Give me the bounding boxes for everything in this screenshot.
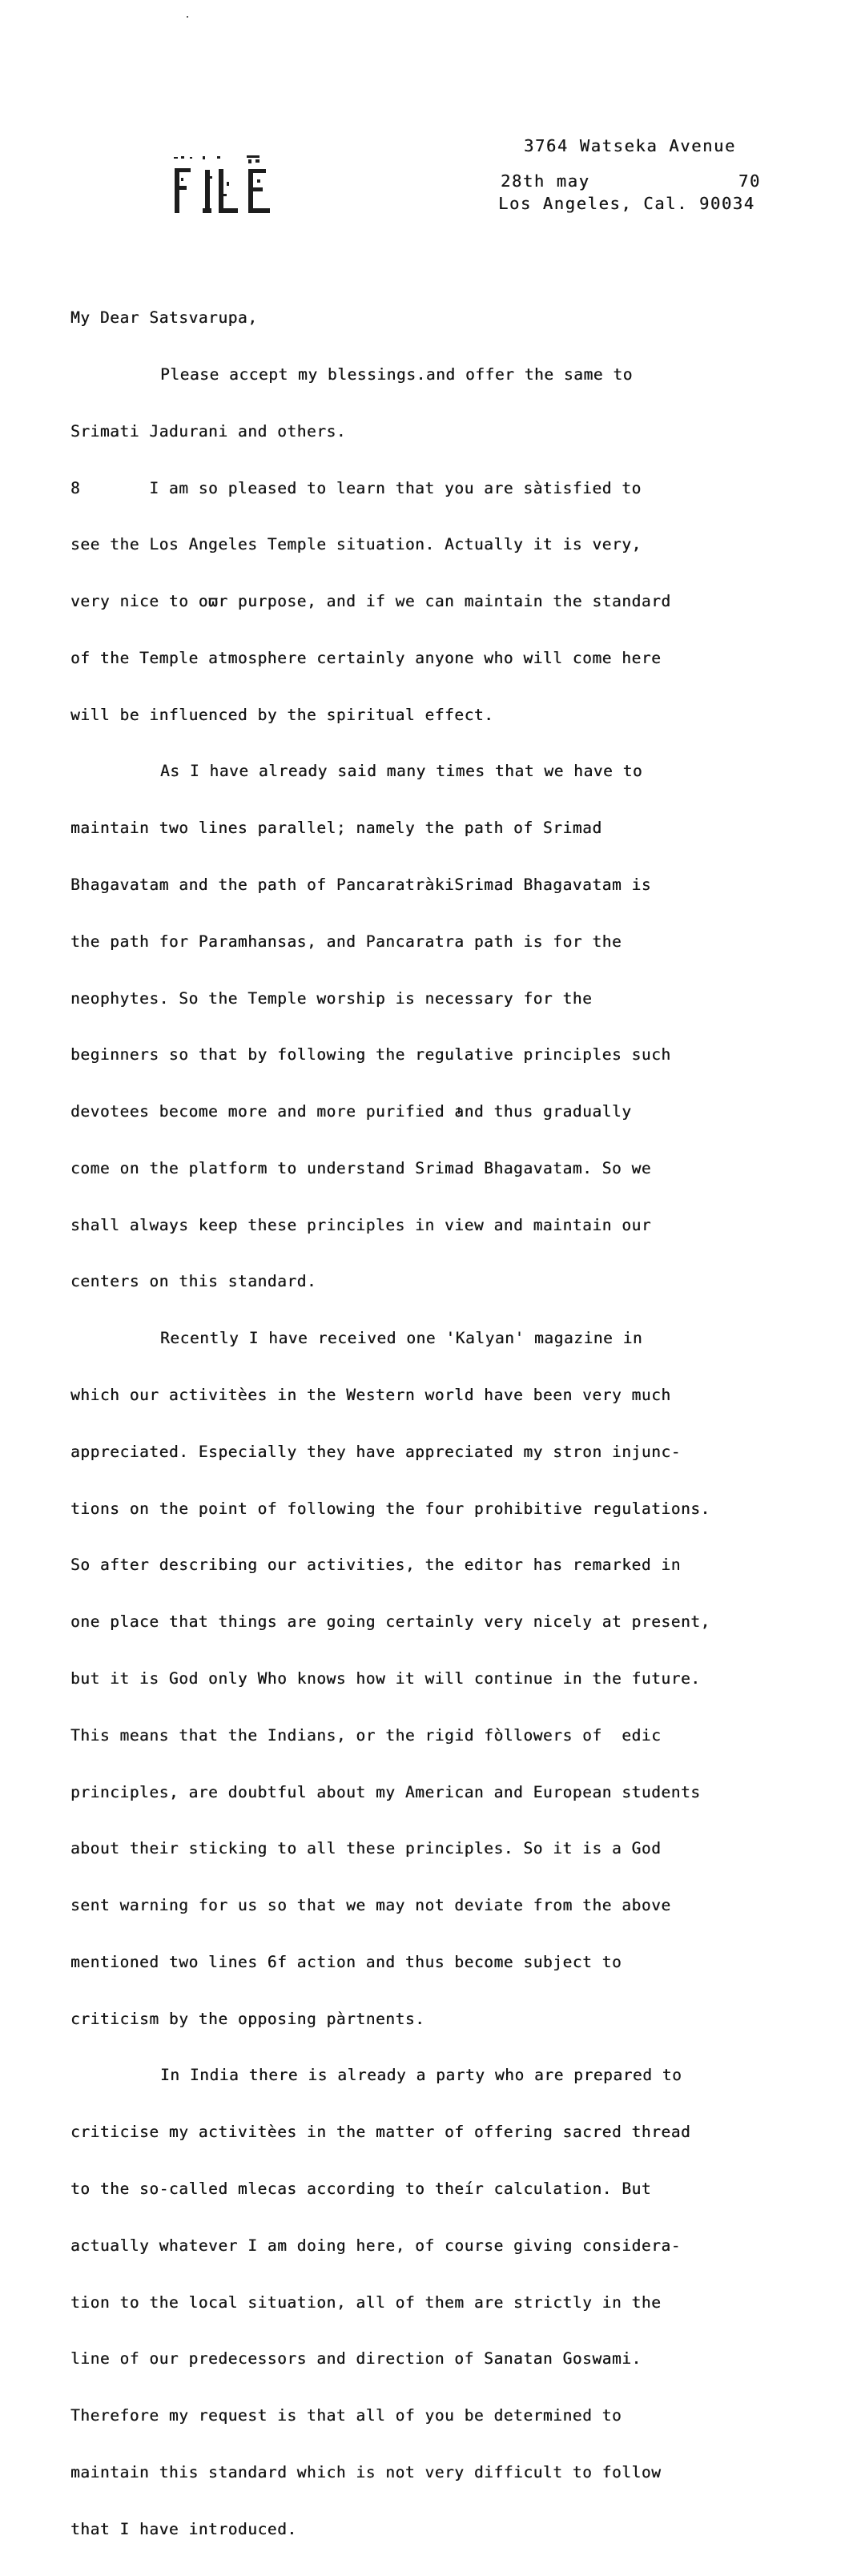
- body-line: to the so-called mlecas according to theír calculation. But: [70, 2179, 652, 2198]
- body-line: This means that the Indians, or the rigid fòllowers of edic: [70, 1725, 662, 1745]
- body-line: tions on the point of following the four prohibitive regulations.: [70, 1499, 710, 1518]
- letter-year: 70: [738, 171, 761, 191]
- body-line: about their sticking to all these principles. So it is a God: [70, 1839, 662, 1858]
- body-line: will be influenced by the spiritual effect.: [70, 705, 494, 724]
- body-line: which our activitèes in the Western world have been very much: [70, 1386, 671, 1405]
- body-line: see the Los Angeles Temple situation. Actually it is very,: [70, 535, 642, 554]
- body-line: neophytes. So the Temple worship is necessary for the: [70, 988, 593, 1008]
- body-line: beginners so that by following the regulative principles such: [70, 1045, 671, 1065]
- body-line: line of our predecessors and direction of Sanatan Goswami.: [70, 2349, 642, 2369]
- body-line: Bhagavatam and the path of PancaratràkiSrimad Bhagavatam is: [70, 875, 652, 894]
- letter-body: [70, 271, 855, 2576]
- body-line: mentioned two lines 6f action and thus become subject to: [70, 1952, 622, 1971]
- body-line: So after describing our activities, the editor has remarked in: [70, 1556, 681, 1575]
- body-line: sent warning for us so that we may not deviate from the above: [70, 1896, 671, 1915]
- body-line: come on the platform to understand Srimad Bhagavatam. So we: [70, 1158, 652, 1177]
- body-line: tion to the local situation, all of them are strictly in the: [70, 2292, 662, 2312]
- body-line: one place that things are going certainly very nicely at present,: [70, 1612, 710, 1632]
- body-line: maintain this standard which is not very difficult to follow: [70, 2462, 662, 2481]
- body-line: 8 I am so pleased to learn that you are sàtisfied to: [70, 478, 642, 497]
- salutation: My Dear Satsvarupa,: [70, 308, 258, 328]
- body-line: of the Temple atmosphere certainly anyone who will come here: [70, 648, 662, 667]
- body-line: appreciated. Especially they have appreciated my stron injunc-: [70, 1442, 681, 1461]
- letter-date: 28th may: [501, 171, 590, 191]
- body-line: that I have introduced.: [70, 2519, 297, 2538]
- body-line: devotees become more and more purified and thus gradually: [70, 1102, 632, 1121]
- body-line: but it is God only Who knows how it will continue in the future.: [70, 1668, 701, 1688]
- body-line: criticism by the opposing pàrtnents.: [70, 2009, 425, 2028]
- body-line: very nice to oϖr purpose, and if we can maintain the standard: [70, 592, 671, 611]
- body-line: Srimati Jadurani and others.: [70, 421, 347, 441]
- file-stamp: [171, 155, 275, 216]
- body-line: Recently I have received one 'Kalyan' magazine in: [160, 1329, 643, 1348]
- address-city: Los Angeles, Cal. 90034: [498, 194, 755, 213]
- body-line: principles, are doubtful about my American and European students: [70, 1782, 701, 1801]
- address-street: 3764 Watseka Avenue: [524, 136, 736, 155]
- body-line: actually whatever I am doing here, of course giving considera-: [70, 2236, 681, 2255]
- body-line: As I have already said many times that we have to: [160, 762, 643, 781]
- body-line: centers on this standard.: [70, 1272, 317, 1291]
- body-line: Please accept my blessings.and offer the same to: [160, 364, 633, 384]
- body-line: the path for Paramhansas, and Pancaratra path is for the: [70, 932, 622, 951]
- body-line: In India there is already a party who are prepared to: [160, 2066, 682, 2085]
- body-line: Therefore my request is that all of you be determined to: [70, 2406, 622, 2425]
- body-line: criticise my activitèes in the matter of offering sacred thread: [70, 2123, 691, 2142]
- body-line: shall always keep these principles in view and maintain our: [70, 1215, 652, 1234]
- body-line: maintain two lines parallel; namely the path of Srimad: [70, 819, 602, 838]
- scan-speck: [187, 16, 188, 18]
